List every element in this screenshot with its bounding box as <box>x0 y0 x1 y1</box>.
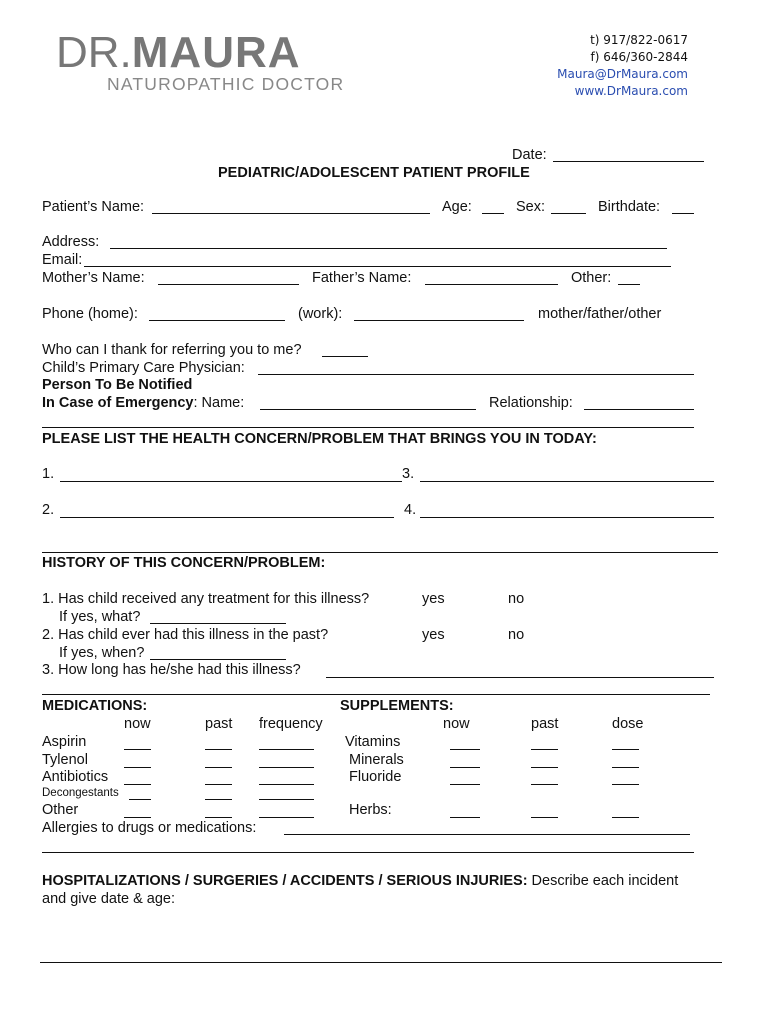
concern-item-4-field[interactable] <box>420 517 714 518</box>
sup-vitamins-dose[interactable] <box>612 749 639 750</box>
med-tylenol: Tylenol <box>42 752 88 768</box>
referral-field[interactable] <box>322 356 368 357</box>
age-field[interactable] <box>482 213 504 214</box>
contact-fax: f) 646/360-2844 <box>590 50 688 64</box>
patient-name-field[interactable] <box>152 213 430 214</box>
notify-label-line1: Person To Be Notified <box>42 377 193 393</box>
sup-minerals-past[interactable] <box>531 767 558 768</box>
med-aspirin-past[interactable] <box>205 749 232 750</box>
med-aspirin-now[interactable] <box>124 749 151 750</box>
concern-item-2-label: 2. <box>42 502 55 518</box>
med-aspirin-frequency[interactable] <box>259 749 314 750</box>
hosp-text2: and give date & age: <box>42 891 176 907</box>
address-field[interactable] <box>110 248 667 249</box>
med-decongestants-frequency[interactable] <box>259 799 314 800</box>
allergies-label: Allergies to drugs or medications: <box>42 820 257 836</box>
father-field[interactable] <box>425 284 558 285</box>
sup-fluoride-past[interactable] <box>531 784 558 785</box>
med-col-frequency: frequency <box>259 716 323 732</box>
concern-item-1-label: 1. <box>42 466 55 482</box>
contact-block <box>557 32 688 100</box>
med-other-now[interactable] <box>124 817 151 818</box>
physician-field[interactable] <box>258 374 694 375</box>
sup-fluoride-now[interactable] <box>450 784 480 785</box>
concern-item-3-field[interactable] <box>420 481 714 482</box>
sup-minerals-dose[interactable] <box>612 767 639 768</box>
sup-minerals-now[interactable] <box>450 767 480 768</box>
history-q2: 2. Has child ever had this illness in the past? <box>42 627 329 643</box>
logo-maura: MAURA <box>131 28 301 77</box>
hosp-heading: HOSPITALIZATIONS / SURGERIES / ACCIDENTS / SERIOUS INJURIES: <box>42 873 528 889</box>
phone-home-label: Phone (home): <box>42 306 138 322</box>
relationship-label: Relationship: <box>489 395 573 411</box>
med-decongestants-now[interactable] <box>129 799 151 800</box>
sup-vitamins-now[interactable] <box>450 749 480 750</box>
med-antibiotics-past[interactable] <box>205 784 232 785</box>
sup-fluoride: Fluoride <box>349 769 402 785</box>
sup-col-past: past <box>531 716 559 732</box>
notify-emergency-text: In Case of Emergency <box>42 395 194 411</box>
med-tylenol-past[interactable] <box>205 767 232 768</box>
history-q1-sub-field[interactable] <box>150 623 286 624</box>
patient-name-label: Patient’s Name: <box>42 199 145 215</box>
history-q2-yes[interactable]: yes <box>422 627 445 643</box>
concern-extra-line[interactable] <box>42 552 718 553</box>
history-q2-sub-field[interactable] <box>150 659 286 660</box>
sup-herbs-dose[interactable] <box>612 817 639 818</box>
allergies-extra-line[interactable] <box>42 852 694 853</box>
sup-vitamins-past[interactable] <box>531 749 558 750</box>
date-field[interactable] <box>553 161 704 162</box>
sex-label: Sex: <box>516 199 546 215</box>
history-q3-field[interactable] <box>326 677 714 678</box>
med-other-frequency[interactable] <box>259 817 314 818</box>
physician-label: Child’s Primary Care Physician: <box>42 360 245 376</box>
history-extra-line[interactable] <box>42 694 710 695</box>
med-aspirin: Aspirin <box>42 734 87 750</box>
phone-home-field[interactable] <box>149 320 285 321</box>
med-antibiotics-now[interactable] <box>124 784 151 785</box>
email-label: Email: <box>42 252 83 268</box>
hosp-line1 <box>42 873 678 890</box>
history-q2-no[interactable]: no <box>508 627 525 643</box>
phone-who-label: mother/father/other <box>538 306 662 322</box>
date-label: Date: <box>512 147 547 163</box>
allergies-field[interactable] <box>284 834 690 835</box>
contact-website[interactable]: www.DrMaura.com <box>574 84 688 98</box>
sup-vitamins: Vitamins <box>345 734 401 750</box>
logo-dr: DR. <box>56 28 132 77</box>
sup-herbs: Herbs: <box>349 802 392 818</box>
notify-name-text: : Name: <box>193 395 245 411</box>
supplements-heading: SUPPLEMENTS: <box>340 698 454 714</box>
relationship-field[interactable] <box>584 409 694 410</box>
history-q1: 1. Has child received any treatment for this illness? <box>42 591 370 607</box>
notify-extra-line[interactable] <box>42 427 694 428</box>
mother-field[interactable] <box>158 284 299 285</box>
concern-item-2-field[interactable] <box>60 517 394 518</box>
email-field[interactable] <box>84 266 671 267</box>
logo-subtitle: NATUROPATHIC DOCTOR <box>107 74 345 94</box>
med-tylenol-now[interactable] <box>124 767 151 768</box>
birthdate-label: Birthdate: <box>598 199 661 215</box>
concern-item-4-label: 4. <box>404 502 417 518</box>
med-decongestants: Decongestants <box>42 787 119 799</box>
sup-herbs-past[interactable] <box>531 817 558 818</box>
history-q1-no[interactable]: no <box>508 591 525 607</box>
medications-heading: MEDICATIONS: <box>42 698 148 714</box>
history-q2-sub: If yes, when? <box>59 645 145 661</box>
notify-name-field[interactable] <box>260 409 476 410</box>
sup-col-now: now <box>443 716 470 732</box>
father-label: Father’s Name: <box>312 270 412 286</box>
phone-work-field[interactable] <box>354 320 524 321</box>
sup-col-dose: dose <box>612 716 644 732</box>
birthdate-field[interactable] <box>672 213 694 214</box>
page-title: PEDIATRIC/ADOLESCENT PATIENT PROFILE <box>218 165 530 181</box>
sup-herbs-now[interactable] <box>450 817 480 818</box>
sup-fluoride-dose[interactable] <box>612 784 639 785</box>
med-antibiotics: Antibiotics <box>42 769 109 785</box>
med-decongestants-past[interactable] <box>205 799 232 800</box>
sup-minerals: Minerals <box>349 752 404 768</box>
phone-work-label: (work): <box>298 306 343 322</box>
logo <box>56 28 301 78</box>
history-heading: HISTORY OF THIS CONCERN/PROBLEM: <box>42 555 326 571</box>
contact-email[interactable]: Maura@DrMaura.com <box>557 67 688 81</box>
hosp-field-line[interactable] <box>40 962 722 963</box>
mother-label: Mother’s Name: <box>42 270 145 286</box>
referral-label: Who can I thank for referring you to me? <box>42 342 302 358</box>
concern-item-1-field[interactable] <box>60 481 402 482</box>
address-label: Address: <box>42 234 100 250</box>
contact-phone: t) 917/822-0617 <box>590 33 688 47</box>
concern-item-3-label: 3. <box>402 466 415 482</box>
med-other-past[interactable] <box>205 817 232 818</box>
other-label: Other: <box>571 270 612 286</box>
med-col-now: now <box>124 716 151 732</box>
history-q1-sub: If yes, what? <box>59 609 141 625</box>
other-field[interactable] <box>618 284 640 285</box>
med-col-past: past <box>205 716 233 732</box>
notify-label-line2 <box>42 395 244 412</box>
sex-field[interactable] <box>551 213 586 214</box>
hosp-text1: Describe each incident <box>527 873 679 889</box>
age-label: Age: <box>442 199 472 215</box>
history-q1-yes[interactable]: yes <box>422 591 445 607</box>
med-antibiotics-frequency[interactable] <box>259 784 314 785</box>
concern-heading: PLEASE LIST THE HEALTH CONCERN/PROBLEM THAT BRINGS YOU IN TODAY: <box>42 431 597 447</box>
med-other: Other <box>42 802 79 818</box>
med-tylenol-frequency[interactable] <box>259 767 314 768</box>
history-q3: 3. How long has he/she had this illness? <box>42 662 301 678</box>
